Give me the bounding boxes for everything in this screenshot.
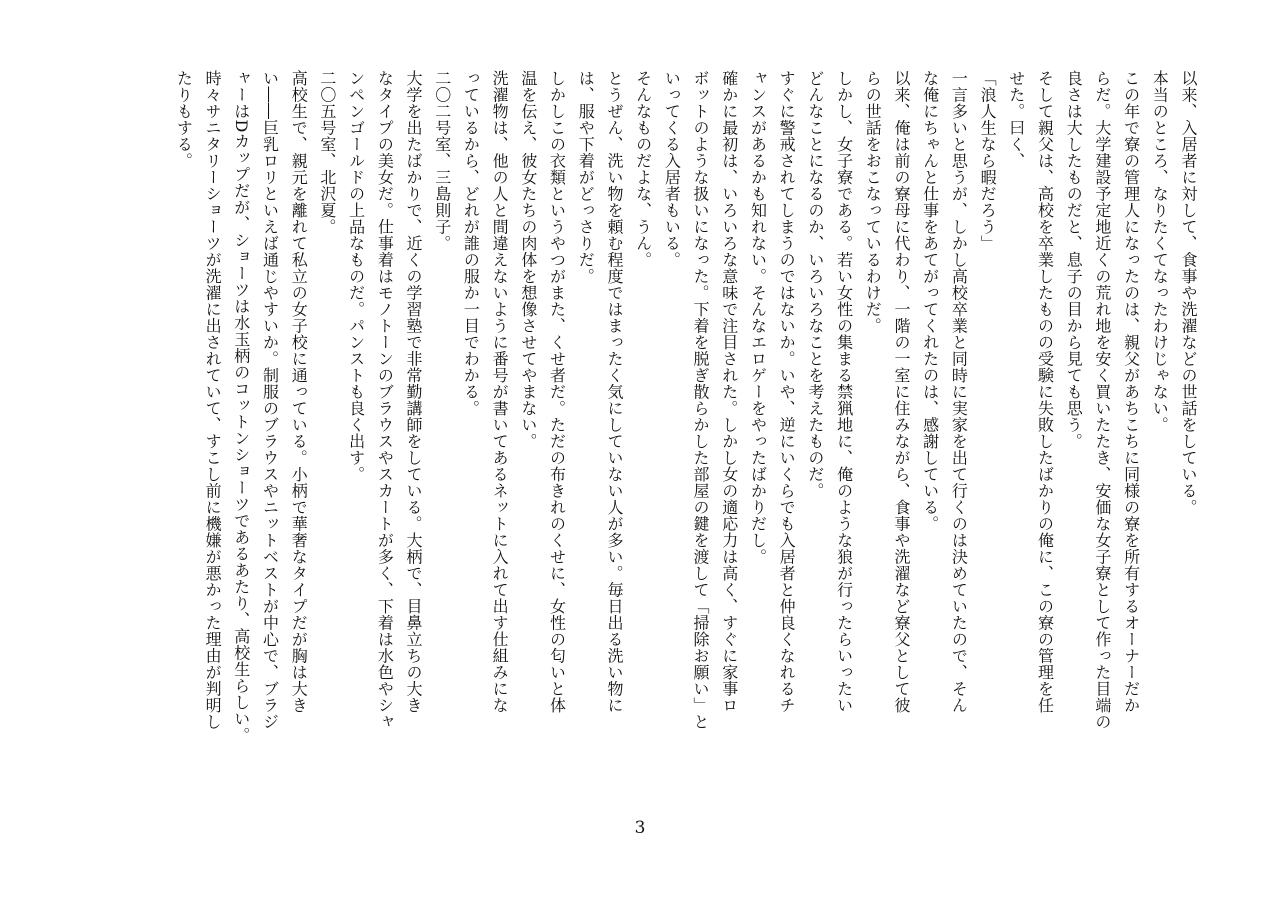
text-line: 本当のところ、なりたくてなったわけじゃない。 bbox=[1150, 70, 1170, 433]
text-line: 大学を出たばかりで、近くの学習塾で非常勤講師をしている。大柄で、目鼻立ちの大き bbox=[404, 70, 424, 714]
text-line: いってくる入居者もいる。 bbox=[662, 70, 682, 268]
text-line: 確かに最初は、いろいろな意味で注目された。しかし女の適応力は高く、すぐに家事ロ bbox=[719, 70, 739, 714]
text-line: ンペンゴールドの上品なものだ。パンストも良く出す。 bbox=[346, 70, 366, 483]
text-line: ャンスがあるかも知れない。そんなエロゲーをやったばかりだし。 bbox=[748, 70, 768, 565]
text-line: らの世話をおこなっているわけだ。 bbox=[863, 70, 883, 334]
text-line: 温を伝え、彼女たちの肉体を想像させてやまない。 bbox=[518, 70, 538, 450]
text-line: たりもする。 bbox=[174, 70, 194, 169]
text-line: 以来、入居者に対して、食事や洗濯などの世話をしている。 bbox=[1179, 70, 1198, 516]
text-line: しかしこの衣類というやつがまた、くせ者だ。ただの布きれのくせに、女性の匂いと体 bbox=[547, 70, 567, 714]
text-line: この年で寮の管理人になったのは、親父があちこちに同様の寮を所有するオーナーだか bbox=[1121, 70, 1141, 714]
text-line: 二〇二号室、三島則子。 bbox=[432, 70, 452, 252]
text-line: い――巨乳ロリといえば通じやすいか。制服のブラウスやニットベストが中心で、ブラジ bbox=[260, 70, 280, 730]
text-line: どんなことになるのか、いろいろなことを考えたものだ。 bbox=[805, 70, 825, 499]
text-line: は、服や下着がどっさりだ。 bbox=[576, 70, 596, 285]
text-line: そして親父は、高校を卒業したものの受験に失敗したばかりの俺に、この寮の管理を任 bbox=[1035, 70, 1055, 714]
text-line: ボットのような扱いになった。下着を脱ぎ散らかした部屋の鍵を渡して「掃除お願い」と bbox=[691, 70, 711, 730]
text-line: 以来、俺は前の寮母に代わり、一階の一室に住みながら、食事や洗濯など寮父として彼 bbox=[891, 70, 911, 714]
text-line: しかし、女子寮である。若い女性の集まる禁猟地に、俺のような狼が行ったらいったい bbox=[834, 70, 854, 714]
text-line: そんなものだよな、うん。 bbox=[633, 70, 653, 268]
text-line: 「浪人生なら暇だろう」 bbox=[978, 70, 998, 252]
text-line: 二〇五号室、北沢夏。 bbox=[317, 70, 337, 235]
text-line: らだ。大学建設予定地近くの荒れ地を安く買いたたき、安価な女子寮として作った目端の bbox=[1092, 70, 1112, 730]
text-line: せた。曰く、 bbox=[1006, 70, 1026, 169]
text-line: 良さは大したものだと、息子の目から見ても思う。 bbox=[1064, 70, 1084, 450]
text-line: 一言多いと思うが、しかし高校卒業と同時に実家を出て行くのは決めていたので、そん bbox=[949, 70, 969, 714]
text-line: な俺にちゃんと仕事をあてがってくれたのは、感謝している。 bbox=[920, 70, 940, 532]
text-line: 洗濯物は、他の人と間違えないように番号が書いてあるネットに入れて出す仕組みにな bbox=[490, 70, 510, 714]
text-line: ャーはDカップだが、ショーツは水玉柄のコットンショーツであるあたり、高校生らしい。 bbox=[231, 70, 251, 744]
page-number: 3 bbox=[634, 818, 646, 838]
text-line: 高校生で、親元を離れて私立の女子校に通っている。小柄で華奢なタイプだが胸は大き bbox=[289, 70, 309, 714]
text-line: なタイプの美女だ。仕事着はモノトーンのブラウスやスカートが多く、下着は水色やシャ bbox=[375, 70, 395, 730]
text-line: とうぜん、洗い物を頼む程度ではまったく気にしていない人が多い。毎日出る洗い物に bbox=[604, 70, 624, 714]
text-line: すぐに警戒されてしまうのではないか。いや、逆にいくらでも入居者と仲良くなれるチ bbox=[777, 70, 797, 714]
text-line: っているから、どれが誰の服か一目でわかる。 bbox=[461, 70, 481, 417]
vertical-text-body bbox=[87, 70, 1202, 805]
text-line: 時々サニタリーショーツが洗濯に出されていて、すこし前に機嫌が悪かった理由が判明し bbox=[203, 70, 223, 730]
